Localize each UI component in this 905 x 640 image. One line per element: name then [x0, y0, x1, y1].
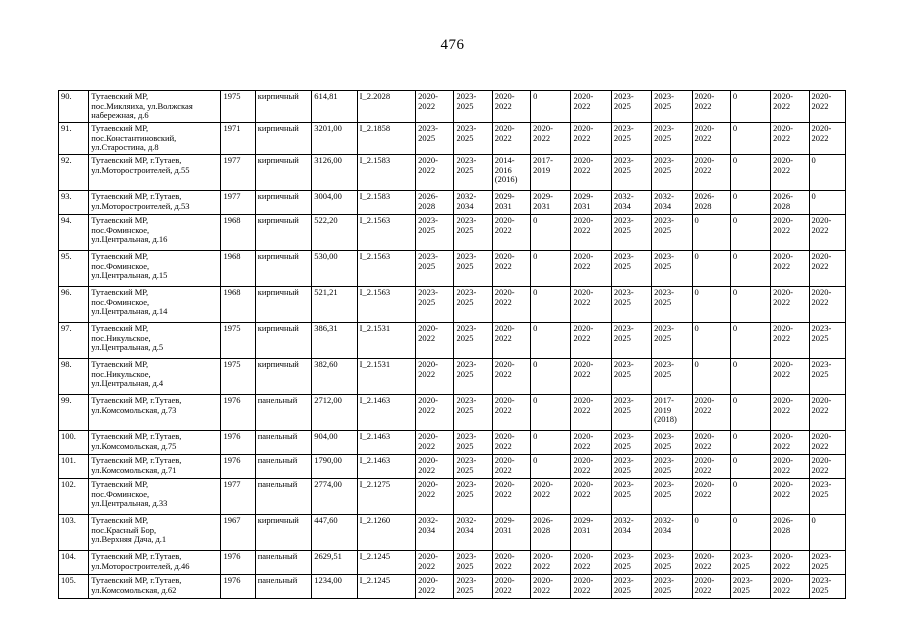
cell-row-number: 100. [59, 431, 89, 455]
cell-address: Тутаевский МР, пос.Фоминское, ул.Центральная, д.16 [89, 215, 221, 251]
cell-address: Тутаевский МР, пос.Никульское, ул.Центральная, д.5 [89, 323, 221, 359]
cell-term-1: 2020- 2022 [416, 359, 454, 395]
table-row [59, 431, 846, 455]
cell-term-1: 2023- 2025 [416, 287, 454, 323]
cell-area: 521,21 [312, 287, 357, 323]
cell-term-11: 2020- 2022 [809, 215, 846, 251]
cell-term-3: 2020- 2022 [492, 479, 530, 515]
cell-build-year: 1976 [221, 431, 255, 455]
cell-area: 1790,00 [312, 455, 357, 479]
cell-term-3: 2020- 2022 [492, 323, 530, 359]
cell-area: 3126,00 [312, 155, 357, 191]
table-row [59, 395, 846, 431]
cell-term-11: 2020- 2022 [809, 431, 846, 455]
cell-area: 530,00 [312, 251, 357, 287]
cell-term-8: 2020- 2022 [692, 395, 730, 431]
cell-term-1: 2020- 2022 [416, 431, 454, 455]
cell-term-10: 2020- 2022 [771, 91, 809, 123]
cell-term-1: 2032- 2034 [416, 515, 454, 551]
cell-term-5: 2029- 2031 [571, 191, 611, 215]
cell-term-11: 2020- 2022 [809, 395, 846, 431]
table-body [59, 91, 846, 599]
cell-term-6: 2023- 2025 [611, 455, 651, 479]
cell-series-code: I_2.2028 [357, 91, 416, 123]
cell-term-8: 0 [692, 215, 730, 251]
cell-build-year: 1968 [221, 251, 255, 287]
cell-address: Тутаевский МР, пос.Фоминское, ул.Центральная, д.33 [89, 479, 221, 515]
cell-term-8: 2020- 2022 [692, 551, 730, 575]
cell-term-10: 2020- 2022 [771, 455, 809, 479]
cell-term-9: 0 [730, 323, 770, 359]
cell-wall-material: кирпичный [255, 215, 312, 251]
cell-term-11: 2023- 2025 [809, 323, 846, 359]
cell-wall-material: кирпичный [255, 91, 312, 123]
cell-term-1: 2020- 2022 [416, 455, 454, 479]
cell-address: Тутаевский МР, пос.Фоминское, ул.Центральная, д.15 [89, 251, 221, 287]
cell-term-7: 2023- 2025 [652, 91, 692, 123]
cell-term-8: 2020- 2022 [692, 479, 730, 515]
cell-term-9: 0 [730, 251, 770, 287]
cell-term-10: 2020- 2022 [771, 359, 809, 395]
cell-series-code: I_2.1463 [357, 455, 416, 479]
table-row [59, 251, 846, 287]
cell-build-year: 1971 [221, 123, 255, 155]
cell-row-number: 94. [59, 215, 89, 251]
cell-term-10: 2020- 2022 [771, 551, 809, 575]
cell-term-8: 2020- 2022 [692, 155, 730, 191]
cell-term-10: 2020- 2022 [771, 155, 809, 191]
cell-term-1: 2020- 2022 [416, 395, 454, 431]
page-number: 476 [440, 37, 465, 53]
cell-address: Тутаевский МР, г.Тутаев, ул.Моторостроителей, д.53 [89, 191, 221, 215]
cell-term-2: 2023- 2025 [454, 479, 492, 515]
cell-address: Тутаевский МР, пос.Красный Бор, ул.Верхняя Дача, д.1 [89, 515, 221, 551]
cell-area: 614,81 [312, 91, 357, 123]
cell-row-number: 102. [59, 479, 89, 515]
cell-term-6: 2023- 2025 [611, 251, 651, 287]
cell-term-10: 2020- 2022 [771, 479, 809, 515]
cell-term-6: 2032- 2034 [611, 515, 651, 551]
cell-row-number: 95. [59, 251, 89, 287]
cell-term-10: 2020- 2022 [771, 575, 809, 599]
table-row [59, 155, 846, 191]
cell-term-2: 2023- 2025 [454, 575, 492, 599]
cell-term-8: 2026- 2028 [692, 191, 730, 215]
cell-term-8: 2020- 2022 [692, 455, 730, 479]
cell-address: Тутаевский МР, г.Тутаев, ул.Комсомольская, д.62 [89, 575, 221, 599]
cell-term-7: 2023- 2025 [652, 551, 692, 575]
cell-term-6: 2023- 2025 [611, 551, 651, 575]
cell-wall-material: кирпичный [255, 251, 312, 287]
cell-term-7: 2032- 2034 [652, 515, 692, 551]
cell-series-code: I_2.1463 [357, 431, 416, 455]
cell-wall-material: панельный [255, 395, 312, 431]
table-row [59, 515, 846, 551]
cell-address: Тутаевский МР, г.Тутаев, ул.Комсомольская, д.75 [89, 431, 221, 455]
cell-wall-material: кирпичный [255, 191, 312, 215]
cell-term-9: 0 [730, 359, 770, 395]
cell-term-8: 0 [692, 359, 730, 395]
cell-build-year: 1967 [221, 515, 255, 551]
cell-term-2: 2023- 2025 [454, 551, 492, 575]
cell-term-3: 2020- 2022 [492, 395, 530, 431]
cell-term-10: 2020- 2022 [771, 395, 809, 431]
cell-address: Тутаевский МР, пос.Микляиха, ул.Волжская набережная, д.6 [89, 91, 221, 123]
cell-term-3: 2020- 2022 [492, 455, 530, 479]
cell-term-3: 2020- 2022 [492, 359, 530, 395]
cell-term-3: 2020- 2022 [492, 575, 530, 599]
cell-build-year: 1968 [221, 215, 255, 251]
cell-term-5: 2020- 2022 [571, 123, 611, 155]
cell-wall-material: панельный [255, 551, 312, 575]
cell-row-number: 90. [59, 91, 89, 123]
housing-register-table [58, 90, 846, 599]
cell-build-year: 1975 [221, 91, 255, 123]
cell-term-5: 2020- 2022 [571, 251, 611, 287]
cell-term-10: 2020- 2022 [771, 323, 809, 359]
cell-term-4: 2020- 2022 [531, 575, 571, 599]
cell-term-7: 2023- 2025 [652, 431, 692, 455]
cell-term-11: 2020- 2022 [809, 455, 846, 479]
cell-term-3: 2029- 2031 [492, 515, 530, 551]
cell-term-1: 2020- 2022 [416, 91, 454, 123]
cell-term-6: 2023- 2025 [611, 431, 651, 455]
table-row [59, 123, 846, 155]
cell-term-11: 2020- 2022 [809, 123, 846, 155]
table-row [59, 455, 846, 479]
cell-term-10: 2020- 2022 [771, 287, 809, 323]
cell-term-7: 2023- 2025 [652, 455, 692, 479]
cell-term-1: 2020- 2022 [416, 551, 454, 575]
cell-address: Тутаевский МР, г.Тутаев, ул.Комсомольская, д.71 [89, 455, 221, 479]
table-row [59, 575, 846, 599]
cell-address: Тутаевский МР, пос.Константиновский, ул.Старостина, д.8 [89, 123, 221, 155]
cell-term-11: 2020- 2022 [809, 251, 846, 287]
cell-row-number: 93. [59, 191, 89, 215]
cell-term-8: 2020- 2022 [692, 91, 730, 123]
cell-term-4: 0 [531, 395, 571, 431]
cell-term-3: 2020- 2022 [492, 431, 530, 455]
cell-series-code: I_2.1531 [357, 359, 416, 395]
cell-series-code: I_2.1531 [357, 323, 416, 359]
cell-term-9: 0 [730, 431, 770, 455]
cell-term-4: 0 [531, 251, 571, 287]
cell-term-10: 2020- 2022 [771, 123, 809, 155]
cell-term-2: 2023- 2025 [454, 155, 492, 191]
cell-term-9: 0 [730, 287, 770, 323]
table-row [59, 215, 846, 251]
cell-term-2: 2023- 2025 [454, 287, 492, 323]
cell-term-10: 2026- 2028 [771, 191, 809, 215]
cell-term-6: 2032- 2034 [611, 191, 651, 215]
cell-term-4: 0 [531, 431, 571, 455]
table-row [59, 287, 846, 323]
cell-series-code: I_2.1563 [357, 251, 416, 287]
cell-term-2: 2032- 2034 [454, 515, 492, 551]
cell-build-year: 1976 [221, 551, 255, 575]
cell-term-9: 0 [730, 479, 770, 515]
cell-term-11: 2023- 2025 [809, 575, 846, 599]
cell-term-4: 2020- 2022 [531, 479, 571, 515]
cell-term-8: 2020- 2022 [692, 575, 730, 599]
cell-term-5: 2020- 2022 [571, 359, 611, 395]
table-row [59, 359, 846, 395]
cell-area: 1234,00 [312, 575, 357, 599]
cell-wall-material: панельный [255, 479, 312, 515]
cell-term-7: 2023- 2025 [652, 575, 692, 599]
cell-term-8: 2020- 2022 [692, 123, 730, 155]
cell-term-9: 0 [730, 515, 770, 551]
cell-area: 522,20 [312, 215, 357, 251]
cell-term-5: 2020- 2022 [571, 479, 611, 515]
cell-term-8: 0 [692, 323, 730, 359]
cell-term-10: 2020- 2022 [771, 251, 809, 287]
cell-address: Тутаевский МР, пос.Фоминское, ул.Центральная, д.14 [89, 287, 221, 323]
cell-term-9: 2023- 2025 [730, 575, 770, 599]
cell-term-6: 2023- 2025 [611, 575, 651, 599]
cell-term-4: 2020- 2022 [531, 123, 571, 155]
cell-series-code: I_2.1583 [357, 155, 416, 191]
cell-term-6: 2023- 2025 [611, 479, 651, 515]
cell-wall-material: кирпичный [255, 155, 312, 191]
cell-wall-material: кирпичный [255, 515, 312, 551]
cell-build-year: 1976 [221, 575, 255, 599]
cell-area: 2774,00 [312, 479, 357, 515]
cell-term-2: 2023- 2025 [454, 431, 492, 455]
cell-row-number: 101. [59, 455, 89, 479]
cell-series-code: I_2.1583 [357, 191, 416, 215]
cell-series-code: I_2.1463 [357, 395, 416, 431]
cell-address: Тутаевский МР, г.Тутаев, ул.Моторостроителей, д.55 [89, 155, 221, 191]
cell-series-code: I_2.1858 [357, 123, 416, 155]
cell-row-number: 97. [59, 323, 89, 359]
cell-term-1: 2023- 2025 [416, 251, 454, 287]
cell-term-3: 2020- 2022 [492, 251, 530, 287]
cell-area: 386,31 [312, 323, 357, 359]
cell-term-2: 2023- 2025 [454, 359, 492, 395]
cell-address: Тутаевский МР, пос.Никульское, ул.Центральная, д.4 [89, 359, 221, 395]
cell-term-9: 0 [730, 215, 770, 251]
cell-wall-material: кирпичный [255, 323, 312, 359]
cell-term-4: 0 [531, 323, 571, 359]
cell-term-2: 2023- 2025 [454, 323, 492, 359]
cell-build-year: 1977 [221, 155, 255, 191]
cell-term-5: 2020- 2022 [571, 395, 611, 431]
cell-term-6: 2023- 2025 [611, 123, 651, 155]
cell-area: 2712,00 [312, 395, 357, 431]
cell-series-code: I_2.1260 [357, 515, 416, 551]
cell-term-11: 2023- 2025 [809, 359, 846, 395]
cell-term-6: 2023- 2025 [611, 359, 651, 395]
cell-row-number: 104. [59, 551, 89, 575]
cell-build-year: 1975 [221, 323, 255, 359]
cell-term-9: 0 [730, 191, 770, 215]
cell-term-2: 2032- 2034 [454, 191, 492, 215]
cell-term-2: 2023- 2025 [454, 91, 492, 123]
cell-term-1: 2023- 2025 [416, 123, 454, 155]
cell-term-2: 2023- 2025 [454, 455, 492, 479]
cell-term-4: 0 [531, 91, 571, 123]
cell-wall-material: панельный [255, 431, 312, 455]
cell-term-5: 2020- 2022 [571, 575, 611, 599]
cell-term-2: 2023- 2025 [454, 123, 492, 155]
cell-term-3: 2020- 2022 [492, 287, 530, 323]
cell-wall-material: кирпичный [255, 123, 312, 155]
cell-term-8: 0 [692, 287, 730, 323]
cell-term-6: 2023- 2025 [611, 323, 651, 359]
cell-area: 447,60 [312, 515, 357, 551]
cell-term-4: 0 [531, 359, 571, 395]
cell-term-11: 0 [809, 515, 846, 551]
cell-term-11: 2020- 2022 [809, 91, 846, 123]
cell-term-6: 2023- 2025 [611, 287, 651, 323]
cell-term-11: 0 [809, 191, 846, 215]
cell-term-1: 2020- 2022 [416, 155, 454, 191]
cell-term-1: 2020- 2022 [416, 479, 454, 515]
cell-series-code: I_2.1245 [357, 575, 416, 599]
cell-term-7: 2023- 2025 [652, 479, 692, 515]
cell-area: 2629,51 [312, 551, 357, 575]
cell-build-year: 1975 [221, 359, 255, 395]
cell-term-6: 2023- 2025 [611, 91, 651, 123]
cell-row-number: 99. [59, 395, 89, 431]
cell-term-9: 0 [730, 155, 770, 191]
cell-term-2: 2023- 2025 [454, 395, 492, 431]
cell-term-1: 2026- 2028 [416, 191, 454, 215]
cell-term-10: 2020- 2022 [771, 431, 809, 455]
cell-term-8: 0 [692, 515, 730, 551]
cell-term-5: 2029- 2031 [571, 515, 611, 551]
table-row [59, 551, 846, 575]
cell-row-number: 105. [59, 575, 89, 599]
cell-term-7: 2023- 2025 [652, 123, 692, 155]
cell-term-5: 2020- 2022 [571, 155, 611, 191]
cell-term-1: 2020- 2022 [416, 575, 454, 599]
cell-term-8: 0 [692, 251, 730, 287]
cell-term-10: 2020- 2022 [771, 215, 809, 251]
table-row [59, 323, 846, 359]
cell-term-7: 2023- 2025 [652, 287, 692, 323]
cell-row-number: 96. [59, 287, 89, 323]
cell-area: 3004,00 [312, 191, 357, 215]
cell-term-3: 2020- 2022 [492, 123, 530, 155]
table-row [59, 479, 846, 515]
cell-term-4: 0 [531, 455, 571, 479]
cell-term-7: 2023- 2025 [652, 323, 692, 359]
cell-term-9: 0 [730, 395, 770, 431]
cell-term-6: 2023- 2025 [611, 215, 651, 251]
cell-term-5: 2020- 2022 [571, 551, 611, 575]
cell-term-9: 2023- 2025 [730, 551, 770, 575]
cell-term-11: 0 [809, 155, 846, 191]
cell-term-4: 0 [531, 215, 571, 251]
cell-term-1: 2020- 2022 [416, 323, 454, 359]
cell-term-7: 2023- 2025 [652, 359, 692, 395]
cell-term-7: 2032- 2034 [652, 191, 692, 215]
cell-term-9: 0 [730, 123, 770, 155]
cell-term-11: 2020- 2022 [809, 287, 846, 323]
cell-term-5: 2020- 2022 [571, 323, 611, 359]
cell-term-7: 2023- 2025 [652, 251, 692, 287]
cell-term-5: 2020- 2022 [571, 431, 611, 455]
cell-term-9: 0 [730, 455, 770, 479]
cell-series-code: I_2.1563 [357, 287, 416, 323]
cell-row-number: 103. [59, 515, 89, 551]
cell-area: 382,60 [312, 359, 357, 395]
cell-term-4: 2017- 2019 [531, 155, 571, 191]
cell-area: 3201,00 [312, 123, 357, 155]
cell-term-11: 2023- 2025 [809, 551, 846, 575]
cell-term-4: 0 [531, 287, 571, 323]
cell-series-code: I_2.1245 [357, 551, 416, 575]
cell-term-11: 2023- 2025 [809, 479, 846, 515]
cell-area: 904,00 [312, 431, 357, 455]
cell-term-3: 2014- 2016 (2016) [492, 155, 530, 191]
table-row [59, 191, 846, 215]
cell-address: Тутаевский МР, г.Тутаев, ул.Комсомольская, д.73 [89, 395, 221, 431]
cell-term-2: 2023- 2025 [454, 215, 492, 251]
cell-term-7: 2023- 2025 [652, 155, 692, 191]
cell-term-9: 0 [730, 91, 770, 123]
cell-term-8: 2020- 2022 [692, 431, 730, 455]
cell-series-code: I_2.1563 [357, 215, 416, 251]
cell-term-2: 2023- 2025 [454, 251, 492, 287]
cell-term-3: 2029- 2031 [492, 191, 530, 215]
cell-build-year: 1977 [221, 191, 255, 215]
cell-term-6: 2023- 2025 [611, 395, 651, 431]
cell-address: Тутаевский МР, г.Тутаев, ул.Моторостроителей, д.46 [89, 551, 221, 575]
cell-term-4: 2020- 2022 [531, 551, 571, 575]
table-row [59, 91, 846, 123]
cell-term-6: 2023- 2025 [611, 155, 651, 191]
cell-term-5: 2020- 2022 [571, 215, 611, 251]
cell-row-number: 98. [59, 359, 89, 395]
cell-wall-material: панельный [255, 575, 312, 599]
cell-term-7: 2017- 2019 (2018) [652, 395, 692, 431]
cell-build-year: 1976 [221, 455, 255, 479]
cell-build-year: 1968 [221, 287, 255, 323]
cell-term-3: 2020- 2022 [492, 215, 530, 251]
cell-term-4: 2026- 2028 [531, 515, 571, 551]
cell-row-number: 92. [59, 155, 89, 191]
cell-row-number: 91. [59, 123, 89, 155]
cell-term-1: 2023- 2025 [416, 215, 454, 251]
cell-term-5: 2020- 2022 [571, 287, 611, 323]
cell-term-3: 2020- 2022 [492, 551, 530, 575]
cell-term-5: 2020- 2022 [571, 91, 611, 123]
cell-wall-material: кирпичный [255, 359, 312, 395]
cell-term-10: 2026- 2028 [771, 515, 809, 551]
cell-term-7: 2023- 2025 [652, 215, 692, 251]
cell-wall-material: кирпичный [255, 287, 312, 323]
cell-wall-material: панельный [255, 455, 312, 479]
cell-build-year: 1977 [221, 479, 255, 515]
cell-term-3: 2020- 2022 [492, 91, 530, 123]
cell-build-year: 1976 [221, 395, 255, 431]
cell-term-5: 2020- 2022 [571, 455, 611, 479]
cell-series-code: I_2.1275 [357, 479, 416, 515]
cell-term-4: 2029- 2031 [531, 191, 571, 215]
